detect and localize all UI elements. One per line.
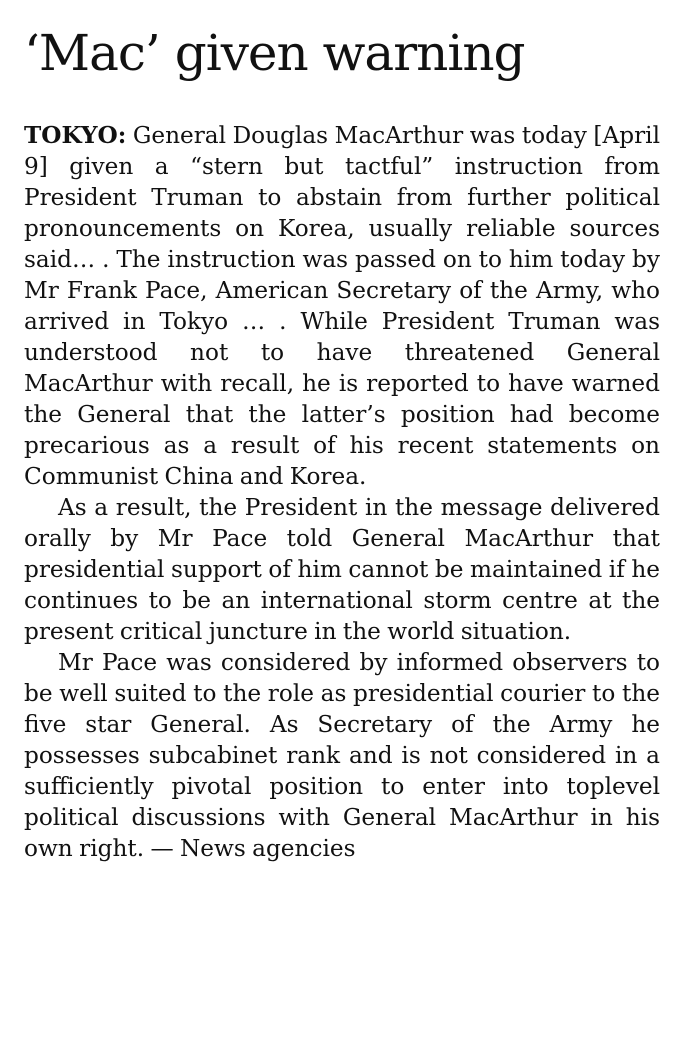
paragraph-1-text: General Douglas MacArthur was today [April 9] given a “stern but tactful” instruction from President Truman to abstain from further political pronouncements on Korea, usually reliable sources said… . The instruction was passed on to him today by Mr Frank Pace, American Secretary of the Army, who arrived in Tokyo … . While President Truman was understood not to have threatened General MacArthur with recall, he is reported to have warned the General that the latter’s position had become precarious as a result of his recent statements on Communist China and Korea. [24, 122, 660, 490]
article-paragraph-2: As a result, the President in the message delivered orally by Mr Pace told General MacArthur that presidential support of him cannot be maintained if he continues to be an international storm centre at the present critical juncture in the world situation. [24, 494, 660, 645]
news-article [24, 0, 660, 864]
article-paragraph-3: Mr Pace was considered by informed observers to be well suited to the role as presidential courier to the five star General. As Secretary of the Army he possesses subcabinet rank and is not considered in a sufficiently pivotal position to enter into toplevel political discussions with General MacArthur in his own right. — News agencies [24, 649, 660, 862]
dateline: TOKYO: [24, 122, 127, 149]
article-body [24, 120, 660, 864]
article-headline: ‘Mac’ given warning [24, 24, 525, 82]
article-paragraph-1 [24, 120, 660, 492]
